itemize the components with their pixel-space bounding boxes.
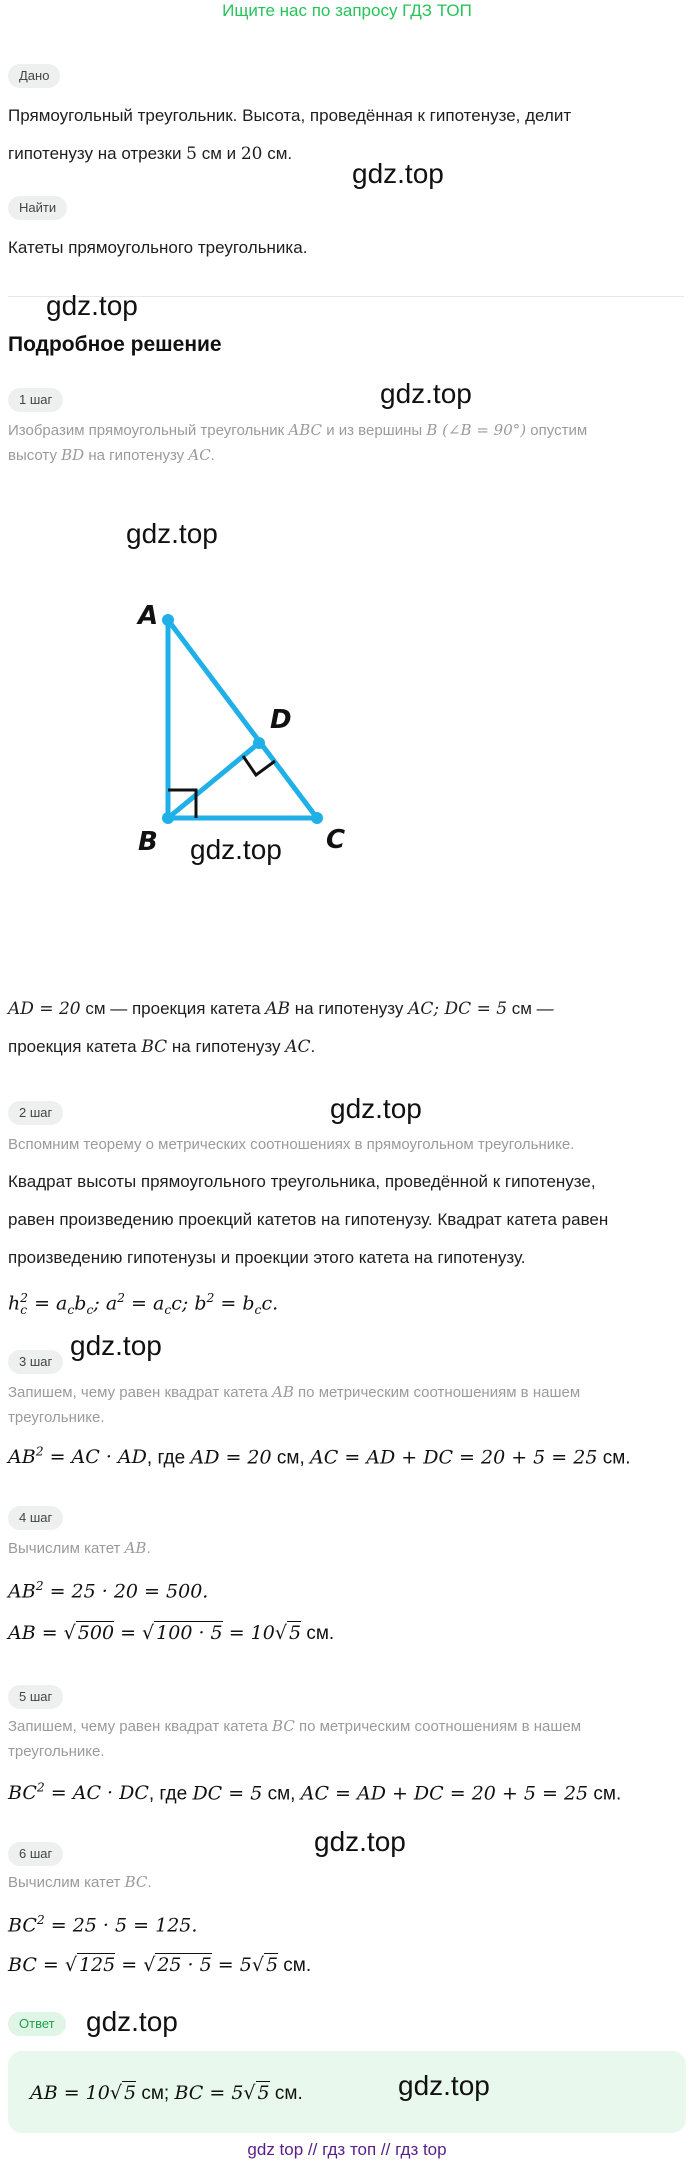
proj-l1-m3: AC; DC = 5 xyxy=(408,999,508,1019)
given-badge: Дано xyxy=(8,64,60,88)
step2-badge: 2 шаг xyxy=(8,1101,63,1125)
step2-line-3: произведению гипотенузы и проекции этого катета на гипотенузу. xyxy=(8,1248,526,1267)
step5-formula: $BC^2$ = AC · DC, где DC = 5 см, AC = AD + DC = 20 + 5 = 25 см. xyxy=(8,1781,622,1805)
point-d xyxy=(253,737,265,749)
side-ac xyxy=(168,620,317,818)
given-seg-1: 5 xyxy=(186,144,197,164)
step3-f-c: см. xyxy=(597,1447,631,1469)
watermark: gdz.top xyxy=(190,834,282,865)
given-line-1: Прямоугольный треугольник. Высота, проведённая к гипотенузе, делит xyxy=(8,106,572,125)
projection-line-2 xyxy=(8,1028,684,1066)
step6-badge-wrap xyxy=(8,1842,63,1866)
step3-grey-line-2: треугольнике. xyxy=(8,1409,105,1426)
proj-l1-m1: AD = 20 xyxy=(8,999,81,1019)
step3-badge: 3 шаг xyxy=(8,1350,63,1374)
point-b xyxy=(162,812,174,824)
step1-l2-b: на гипотенузу xyxy=(84,447,189,464)
step1-text xyxy=(8,418,684,468)
label-c: C xyxy=(326,825,346,855)
step5-g1-a: Запишем, чему равен квадрат катета xyxy=(8,1718,273,1735)
step5-grey-line-2: треугольнике. xyxy=(8,1743,105,1760)
answer-unit-2: см. xyxy=(269,2083,303,2104)
given-line-2-pre: гипотенузу на отрезки xyxy=(8,144,187,163)
step1-l1-a: Изобразим прямоугольный треугольник xyxy=(8,422,289,439)
step4-g-a: Вычислим катет xyxy=(8,1540,125,1557)
step2-line-2: равен произведению проекций катетов на гипотенузу. Квадрат катета равен xyxy=(8,1210,609,1229)
watermark: gdz.top xyxy=(86,2006,178,2037)
step2-text xyxy=(8,1163,684,1277)
proj-l2-m1: BC xyxy=(141,1037,168,1057)
answer-badge: Ответ xyxy=(8,2012,66,2036)
answer-formula: AB = 10√ 5 см; BC = 5√ 5 см. xyxy=(30,2082,303,2104)
step1-l2-c: . xyxy=(210,447,215,464)
step2-line-1: Квадрат высоты прямоугольного треугольника, проведённой к гипотенузе, xyxy=(8,1172,596,1191)
find-text: Катеты прямоугольного треугольника. xyxy=(8,238,308,257)
step5-badge: 5 шаг xyxy=(8,1685,63,1709)
step6-g-b: . xyxy=(147,1874,152,1891)
projection-line-1 xyxy=(8,990,684,1028)
step5-f-c: см. xyxy=(588,1783,622,1805)
step6-g-a: Вычислим катет xyxy=(8,1874,125,1891)
answer-unit-1: см; xyxy=(136,2083,175,2104)
find-badge-wrap xyxy=(8,196,67,220)
proj-l1-m2: AB xyxy=(265,999,291,1019)
step1-badge: 1 шаг xyxy=(8,388,63,412)
proj-l1-a: см — проекция катета xyxy=(80,999,266,1018)
step1-l2-a: высоту xyxy=(8,447,62,464)
step5-f-a: , где xyxy=(148,1783,193,1805)
proj-l2-m2: AC xyxy=(285,1037,311,1057)
proj-l2-c: . xyxy=(310,1037,316,1056)
footer-links[interactable]: gdz top // гдз топ // гдз top xyxy=(247,2140,447,2159)
step4-grey xyxy=(8,1536,684,1561)
step4-badge-wrap xyxy=(8,1506,63,1530)
find-badge: Найти xyxy=(8,196,67,220)
given-badge-wrap xyxy=(8,64,60,88)
step3-g1-m: AB xyxy=(272,1383,294,1401)
step3-formula: $AB^2$ = AC · AD, где AD = 20 см, AC = AD + DC = 20 + 5 = 25 см. xyxy=(8,1445,631,1469)
watermark: gdz.top xyxy=(398,2070,490,2101)
label-a: A xyxy=(138,601,159,631)
step1-l1-b: и из вершины xyxy=(322,422,427,439)
watermark: gdz.top xyxy=(126,518,218,549)
proj-l1-c: см — xyxy=(507,999,554,1018)
step5-g1-m: BC xyxy=(272,1717,295,1735)
step5-f-b: см, xyxy=(262,1783,301,1805)
point-a xyxy=(162,614,174,626)
step4-g-m: AB xyxy=(124,1539,147,1557)
step4-formula-2: AB = √ 500 = √ 100 · 5 = 10√ 5 см. xyxy=(8,1622,335,1644)
step5-badge-wrap xyxy=(8,1685,63,1709)
step1-l1-m2: B (∠B = 90°) xyxy=(426,421,527,439)
top-search-link[interactable]: Ищите нас по запросу ГДЗ ТОП xyxy=(222,1,472,20)
step3-grey-line-1 xyxy=(8,1380,684,1405)
step1-line-2 xyxy=(8,443,684,468)
step2-formula: $h_c^2 = a_cb_c$; $a^2 = a_cc$; $b^2 = b_cc$. xyxy=(8,1291,279,1318)
step6-formula-1: $BC^2 = 25 \cdot 5 = 125$. xyxy=(8,1913,198,1937)
step1-l2-m1: BD xyxy=(61,446,85,464)
step4-g-b: . xyxy=(146,1540,151,1557)
triangle-figure xyxy=(120,570,360,870)
watermark: gdz.top xyxy=(70,1330,162,1361)
step1-line-1 xyxy=(8,418,684,443)
given-mid: см и xyxy=(197,144,241,163)
watermark: gdz.top xyxy=(46,290,138,321)
answer-badge-wrap xyxy=(8,2012,66,2036)
step4-unit: см. xyxy=(301,1623,335,1644)
step4-formula-1: $AB^2 = 25 \cdot 20 = 500$. xyxy=(8,1579,209,1603)
point-c xyxy=(311,812,323,824)
step1-l2-m2: AC xyxy=(188,446,211,464)
label-b: B xyxy=(138,827,158,857)
given-tail: см. xyxy=(262,144,293,163)
solution-heading: Подробное решение xyxy=(8,333,222,356)
step3-f-b: см, xyxy=(271,1447,311,1469)
watermark: gdz.top xyxy=(352,158,444,189)
given-line-2 xyxy=(8,135,684,173)
step6-formula-2: BC = √ 125 = √ 25 · 5 = 5√ 5 см. xyxy=(8,1954,312,1976)
proj-l2-b: на гипотенузу xyxy=(167,1037,286,1056)
triangle-lines xyxy=(168,620,317,818)
proj-l2-a: проекция катета xyxy=(8,1037,142,1056)
step6-unit: см. xyxy=(278,1955,312,1976)
watermark: gdz.top xyxy=(314,1826,406,1857)
watermark: gdz.top xyxy=(330,1093,422,1124)
step3-grey xyxy=(8,1380,684,1430)
step2-badge-wrap xyxy=(8,1101,63,1125)
step4-badge: 4 шаг xyxy=(8,1506,63,1530)
step3-g1-a: Запишем, чему равен квадрат катета xyxy=(8,1384,273,1401)
projection-text xyxy=(8,990,684,1066)
given-seg-2: 20 xyxy=(240,144,263,164)
given-text xyxy=(8,97,684,173)
step6-g-m: BC xyxy=(124,1873,148,1891)
step2-grey: Вспомним теорему о метрических соотношениях в прямоугольном треугольнике. xyxy=(8,1136,575,1153)
proj-l1-b: на гипотенузу xyxy=(290,999,409,1018)
altitude-bd xyxy=(168,743,259,818)
step6-badge: 6 шаг xyxy=(8,1842,63,1866)
step3-badge-wrap xyxy=(8,1350,63,1374)
watermark: gdz.top xyxy=(380,378,472,409)
step3-g1-b: по метрическим соотношениям в нашем xyxy=(293,1384,581,1401)
step1-badge-wrap xyxy=(8,388,63,412)
step3-f-a: , где xyxy=(146,1447,191,1469)
step6-grey xyxy=(8,1870,684,1895)
step1-l1-m1: ABC xyxy=(288,421,323,439)
label-d: D xyxy=(270,705,292,735)
step5-g1-b: по метрическим соотношениям в нашем xyxy=(294,1718,582,1735)
step5-grey xyxy=(8,1714,684,1764)
step5-grey-line-1 xyxy=(8,1714,684,1739)
step1-l1-c: опустим xyxy=(526,422,588,439)
